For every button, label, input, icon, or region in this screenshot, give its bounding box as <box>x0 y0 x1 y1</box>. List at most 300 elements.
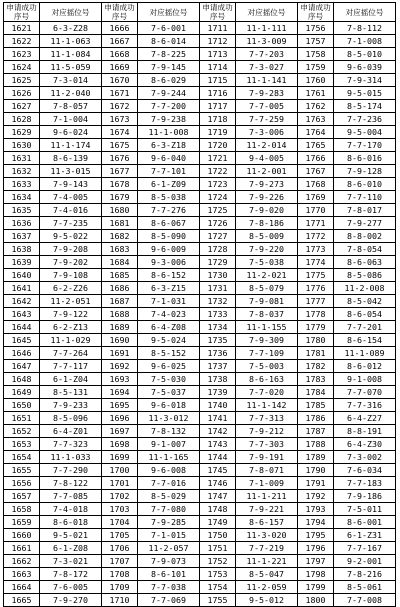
code-cell: 8-6-016 <box>334 152 396 165</box>
table-row <box>4 464 396 477</box>
seq-cell: 1729 <box>200 256 236 269</box>
seq-cell: 1719 <box>200 126 236 139</box>
seq-cell: 1700 <box>102 464 138 477</box>
seq-cell: 1671 <box>102 87 138 100</box>
table-row <box>4 61 396 74</box>
code-cell: 8-6-012 <box>334 360 396 373</box>
seq-cell: 1790 <box>298 464 334 477</box>
table-row <box>4 230 396 243</box>
code-cell: 7-9-244 <box>138 87 200 100</box>
code-cell: 7-3-014 <box>40 74 102 87</box>
code-cell: 8-5-042 <box>334 295 396 308</box>
seq-cell: 1699 <box>102 451 138 464</box>
code-cell: 7-8-122 <box>40 477 102 490</box>
code-cell: 11-1-089 <box>334 347 396 360</box>
code-cell: 7-9-226 <box>236 191 298 204</box>
table-row <box>4 269 396 282</box>
code-cell: 7-8-186 <box>236 217 298 230</box>
seq-cell: 1660 <box>4 529 40 542</box>
seq-cell: 1731 <box>200 282 236 295</box>
seq-cell: 1696 <box>102 412 138 425</box>
code-cell: 8-5-152 <box>138 347 200 360</box>
seq-cell: 1712 <box>200 35 236 48</box>
seq-cell: 1698 <box>102 438 138 451</box>
code-cell: 7-7-070 <box>334 386 396 399</box>
code-cell: 7-4-016 <box>40 204 102 217</box>
seq-cell: 1789 <box>298 451 334 464</box>
code-cell: 7-7-038 <box>138 581 200 594</box>
seq-cell: 1786 <box>298 412 334 425</box>
seq-cell: 1728 <box>200 243 236 256</box>
code-cell: 7-7-117 <box>40 360 102 373</box>
seq-cell: 1636 <box>4 217 40 230</box>
code-cell: 7-3-006 <box>236 126 298 139</box>
code-cell: 7-1-015 <box>138 529 200 542</box>
seq-cell: 1787 <box>298 425 334 438</box>
seq-cell: 1673 <box>102 113 138 126</box>
table-row <box>4 204 396 217</box>
code-cell: 6-1-Z08 <box>40 542 102 555</box>
code-cell: 11-5-059 <box>40 61 102 74</box>
seq-cell: 1701 <box>102 477 138 490</box>
seq-cell: 1669 <box>102 61 138 74</box>
seq-cell: 1775 <box>298 269 334 282</box>
seq-cell: 1633 <box>4 178 40 191</box>
code-cell: 7-9-220 <box>236 243 298 256</box>
header-seq: 申请成功序号 <box>200 3 236 22</box>
code-cell: 9-5-004 <box>334 126 396 139</box>
code-cell: 7-7-170 <box>334 139 396 152</box>
seq-cell: 1713 <box>200 48 236 61</box>
code-cell: 7-7-219 <box>236 542 298 555</box>
code-cell: 7-3-002 <box>334 451 396 464</box>
code-cell: 8-6-152 <box>138 269 200 282</box>
seq-cell: 1716 <box>200 87 236 100</box>
seq-cell: 1642 <box>4 295 40 308</box>
seq-cell: 1722 <box>200 165 236 178</box>
code-cell: 7-7-264 <box>40 347 102 360</box>
seq-cell: 1702 <box>102 490 138 503</box>
header-seq: 申请成功序号 <box>102 3 138 22</box>
code-cell: 11-1-142 <box>236 399 298 412</box>
seq-cell: 1667 <box>102 35 138 48</box>
code-cell: 7-9-081 <box>236 295 298 308</box>
table-row <box>4 568 396 581</box>
seq-cell: 1778 <box>298 308 334 321</box>
code-cell: 11-3-012 <box>138 412 200 425</box>
seq-cell: 1721 <box>200 152 236 165</box>
code-cell: 7-9-283 <box>236 87 298 100</box>
code-cell: 7-7-080 <box>138 503 200 516</box>
code-cell: 7-5-030 <box>138 373 200 386</box>
seq-cell: 1650 <box>4 399 40 412</box>
seq-cell: 1674 <box>102 126 138 139</box>
seq-cell: 1638 <box>4 243 40 256</box>
code-cell: 8-6-063 <box>334 256 396 269</box>
seq-cell: 1796 <box>298 542 334 555</box>
seq-cell: 1683 <box>102 243 138 256</box>
seq-cell: 1773 <box>298 243 334 256</box>
code-cell: 8-6-001 <box>334 516 396 529</box>
table-row <box>4 308 396 321</box>
seq-cell: 1777 <box>298 295 334 308</box>
seq-cell: 1744 <box>200 451 236 464</box>
table-row <box>4 516 396 529</box>
seq-cell: 1725 <box>200 204 236 217</box>
header-code: 对应摇位号 <box>236 3 298 22</box>
code-cell: 8-6-101 <box>138 568 200 581</box>
seq-cell: 1628 <box>4 113 40 126</box>
code-cell: 11-3-015 <box>40 165 102 178</box>
seq-cell: 1776 <box>298 282 334 295</box>
seq-cell: 1734 <box>200 321 236 334</box>
code-cell: 8-5-047 <box>236 568 298 581</box>
seq-cell: 1785 <box>298 399 334 412</box>
seq-cell: 1732 <box>200 295 236 308</box>
table-row <box>4 581 396 594</box>
seq-cell: 1781 <box>298 347 334 360</box>
seq-cell: 1708 <box>102 568 138 581</box>
code-cell: 6-4-Z01 <box>40 425 102 438</box>
table-row <box>4 438 396 451</box>
table-row <box>4 373 396 386</box>
code-cell: 7-7-313 <box>236 412 298 425</box>
code-cell: 7-8-172 <box>40 568 102 581</box>
seq-cell: 1765 <box>298 139 334 152</box>
seq-cell: 1772 <box>298 230 334 243</box>
seq-cell: 1626 <box>4 87 40 100</box>
seq-cell: 1766 <box>298 152 334 165</box>
seq-cell: 1668 <box>102 48 138 61</box>
code-cell: 7-9-314 <box>334 74 396 87</box>
code-cell: 8-5-096 <box>40 412 102 425</box>
seq-cell: 1715 <box>200 74 236 87</box>
code-cell: 9-6-018 <box>138 399 200 412</box>
table-row <box>4 100 396 113</box>
table-row <box>4 503 396 516</box>
seq-cell: 1624 <box>4 61 40 74</box>
seq-cell: 1661 <box>4 542 40 555</box>
seq-cell: 1733 <box>200 308 236 321</box>
code-cell: 9-1-007 <box>138 438 200 451</box>
seq-cell: 1690 <box>102 334 138 347</box>
code-cell: 7-7-005 <box>236 100 298 113</box>
seq-cell: 1703 <box>102 503 138 516</box>
code-cell: 7-7-236 <box>334 113 396 126</box>
code-cell: 8-5-086 <box>334 269 396 282</box>
seq-cell: 1740 <box>200 399 236 412</box>
code-cell: 6-2-Z26 <box>40 282 102 295</box>
code-cell: 11-1-029 <box>40 334 102 347</box>
code-cell: 9-6-040 <box>138 152 200 165</box>
code-cell: 9-6-039 <box>334 61 396 74</box>
seq-cell: 1678 <box>102 178 138 191</box>
seq-cell: 1677 <box>102 165 138 178</box>
code-cell: 11-3-009 <box>236 35 298 48</box>
code-cell: 8-6-010 <box>334 178 396 191</box>
table-row <box>4 256 396 269</box>
seq-cell: 1653 <box>4 438 40 451</box>
table-row <box>4 334 396 347</box>
seq-cell: 1666 <box>102 22 138 35</box>
code-cell: 7-8-112 <box>334 22 396 35</box>
table-row <box>4 295 396 308</box>
code-cell: 9-5-021 <box>40 529 102 542</box>
code-cell: 7-7-183 <box>334 477 396 490</box>
code-cell: 7-5-037 <box>138 386 200 399</box>
seq-cell: 1800 <box>298 594 334 607</box>
code-cell: 7-9-270 <box>40 594 102 607</box>
seq-cell: 1743 <box>200 438 236 451</box>
code-cell: 7-8-054 <box>334 243 396 256</box>
code-cell: 7-9-309 <box>236 334 298 347</box>
code-cell: 7-9-277 <box>334 217 396 230</box>
seq-cell: 1672 <box>102 100 138 113</box>
code-cell: 7-1-031 <box>138 295 200 308</box>
seq-cell: 1707 <box>102 555 138 568</box>
seq-cell: 1735 <box>200 334 236 347</box>
table-row <box>4 412 396 425</box>
code-cell: 9-3-006 <box>138 256 200 269</box>
code-cell: 7-7-020 <box>236 386 298 399</box>
code-cell: 11-2-001 <box>236 165 298 178</box>
code-cell: 8-6-054 <box>334 308 396 321</box>
code-cell: 6-3-Z15 <box>138 282 200 295</box>
table-row <box>4 22 396 35</box>
seq-cell: 1764 <box>298 126 334 139</box>
table-row <box>4 490 396 503</box>
seq-cell: 1717 <box>200 100 236 113</box>
seq-cell: 1714 <box>200 61 236 74</box>
code-cell: 7-5-011 <box>334 503 396 516</box>
code-cell: 7-8-057 <box>40 100 102 113</box>
code-cell: 7-9-191 <box>236 451 298 464</box>
code-cell: 8-8-191 <box>334 425 396 438</box>
seq-cell: 1652 <box>4 425 40 438</box>
seq-cell: 1670 <box>102 74 138 87</box>
code-cell: 11-3-020 <box>236 529 298 542</box>
code-cell: 7-9-273 <box>236 178 298 191</box>
seq-cell: 1694 <box>102 386 138 399</box>
code-cell: 11-1-221 <box>236 555 298 568</box>
seq-cell: 1726 <box>200 217 236 230</box>
table-row <box>4 243 396 256</box>
seq-cell: 1780 <box>298 334 334 347</box>
code-cell: 11-1-033 <box>40 451 102 464</box>
table-row <box>4 48 396 61</box>
code-cell: 11-1-141 <box>236 74 298 87</box>
seq-cell: 1779 <box>298 321 334 334</box>
table-row <box>4 282 396 295</box>
code-cell: 11-1-008 <box>138 126 200 139</box>
table-row <box>4 542 396 555</box>
seq-cell: 1684 <box>102 256 138 269</box>
seq-cell: 1654 <box>4 451 40 464</box>
seq-cell: 1749 <box>200 516 236 529</box>
seq-cell: 1646 <box>4 347 40 360</box>
code-cell: 8-6-014 <box>138 35 200 48</box>
code-cell: 9-5-012 <box>236 594 298 607</box>
seq-cell: 1727 <box>200 230 236 243</box>
code-cell: 8-6-163 <box>236 373 298 386</box>
seq-cell: 1797 <box>298 555 334 568</box>
code-cell: 7-7-200 <box>138 100 200 113</box>
seq-cell: 1794 <box>298 516 334 529</box>
code-cell: 8-5-061 <box>334 581 396 594</box>
code-cell: 7-7-235 <box>40 217 102 230</box>
seq-cell: 1709 <box>102 581 138 594</box>
seq-cell: 1662 <box>4 555 40 568</box>
seq-cell: 1706 <box>102 542 138 555</box>
code-cell: 8-5-174 <box>334 100 396 113</box>
code-cell: 7-4-005 <box>40 191 102 204</box>
code-cell: 11-1-084 <box>40 48 102 61</box>
header-seq: 申请成功序号 <box>298 3 334 22</box>
code-cell: 7-4-023 <box>138 308 200 321</box>
code-cell: 7-8-071 <box>236 464 298 477</box>
code-cell: 7-1-009 <box>236 477 298 490</box>
seq-cell: 1742 <box>200 425 236 438</box>
code-cell: 7-9-145 <box>138 61 200 74</box>
seq-cell: 1738 <box>200 373 236 386</box>
code-cell: 8-6-157 <box>236 516 298 529</box>
seq-cell: 1693 <box>102 373 138 386</box>
seq-cell: 1681 <box>102 217 138 230</box>
code-cell: 7-7-323 <box>40 438 102 451</box>
seq-cell: 1737 <box>200 360 236 373</box>
seq-cell: 1768 <box>298 178 334 191</box>
seq-cell: 1758 <box>298 48 334 61</box>
seq-cell: 1686 <box>102 282 138 295</box>
seq-cell: 1643 <box>4 308 40 321</box>
table-row <box>4 113 396 126</box>
seq-cell: 1658 <box>4 503 40 516</box>
code-cell: 7-8-132 <box>138 425 200 438</box>
code-cell: 7-7-101 <box>138 165 200 178</box>
seq-cell: 1718 <box>200 113 236 126</box>
code-cell: 7-3-021 <box>40 555 102 568</box>
table-row <box>4 152 396 165</box>
seq-cell: 1639 <box>4 256 40 269</box>
table-row <box>4 386 396 399</box>
code-cell: 8-5-131 <box>40 386 102 399</box>
seq-cell: 1736 <box>200 347 236 360</box>
header-row <box>4 3 396 22</box>
code-cell: 7-7-203 <box>236 48 298 61</box>
table-row <box>4 191 396 204</box>
table-row <box>4 399 396 412</box>
code-cell: 7-9-020 <box>236 204 298 217</box>
seq-cell: 1664 <box>4 581 40 594</box>
code-cell: 9-1-008 <box>334 373 396 386</box>
seq-cell: 1645 <box>4 334 40 347</box>
code-cell: 11-1-165 <box>138 451 200 464</box>
table-row <box>4 139 396 152</box>
code-cell: 6-2-Z13 <box>40 321 102 334</box>
seq-cell: 1689 <box>102 321 138 334</box>
seq-cell: 1675 <box>102 139 138 152</box>
table-row <box>4 451 396 464</box>
code-cell: 7-8-225 <box>138 48 200 61</box>
seq-cell: 1798 <box>298 568 334 581</box>
seq-cell: 1755 <box>200 594 236 607</box>
code-cell: 11-1-063 <box>40 35 102 48</box>
seq-cell: 1629 <box>4 126 40 139</box>
seq-cell: 1750 <box>200 529 236 542</box>
seq-cell: 1625 <box>4 74 40 87</box>
code-cell: 7-6-034 <box>334 464 396 477</box>
table-row <box>4 425 396 438</box>
code-cell: 7-9-122 <box>40 308 102 321</box>
code-cell: 8-5-010 <box>334 48 396 61</box>
table-row <box>4 477 396 490</box>
code-cell: 7-7-110 <box>334 191 396 204</box>
seq-cell: 1647 <box>4 360 40 373</box>
code-cell: 7-7-303 <box>236 438 298 451</box>
seq-cell: 1705 <box>102 529 138 542</box>
seq-cell: 1746 <box>200 477 236 490</box>
seq-cell: 1730 <box>200 269 236 282</box>
code-cell: 7-9-128 <box>334 165 396 178</box>
code-cell: 7-5-038 <box>236 256 298 269</box>
code-cell: 11-1-111 <box>236 22 298 35</box>
code-cell: 6-4-Z08 <box>138 321 200 334</box>
code-cell: 6-3-Z28 <box>40 22 102 35</box>
code-cell: 7-7-276 <box>138 204 200 217</box>
code-cell: 7-7-008 <box>334 594 396 607</box>
code-cell: 11-1-155 <box>236 321 298 334</box>
seq-cell: 1791 <box>298 477 334 490</box>
seq-cell: 1655 <box>4 464 40 477</box>
seq-cell: 1685 <box>102 269 138 282</box>
seq-cell: 1795 <box>298 529 334 542</box>
header-seq: 申请成功序号 <box>4 3 40 22</box>
code-cell: 7-9-212 <box>236 425 298 438</box>
seq-cell: 1637 <box>4 230 40 243</box>
code-cell: 7-9-073 <box>138 555 200 568</box>
seq-cell: 1724 <box>200 191 236 204</box>
header-code: 对应摇位号 <box>334 3 396 22</box>
code-cell: 6-4-Z30 <box>334 438 396 451</box>
table-row <box>4 360 396 373</box>
seq-cell: 1723 <box>200 178 236 191</box>
seq-cell: 1759 <box>298 61 334 74</box>
seq-cell: 1644 <box>4 321 40 334</box>
seq-cell: 1659 <box>4 516 40 529</box>
code-cell: 7-7-016 <box>138 477 200 490</box>
seq-cell: 1635 <box>4 204 40 217</box>
code-cell: 7-7-109 <box>236 347 298 360</box>
seq-cell: 1784 <box>298 386 334 399</box>
seq-cell: 1651 <box>4 412 40 425</box>
seq-cell: 1783 <box>298 373 334 386</box>
table-row <box>4 126 396 139</box>
table-row <box>4 87 396 100</box>
seq-cell: 1641 <box>4 282 40 295</box>
code-cell: 8-5-029 <box>138 490 200 503</box>
code-cell: 7-9-108 <box>40 269 102 282</box>
code-cell: 9-6-009 <box>138 243 200 256</box>
seq-cell: 1630 <box>4 139 40 152</box>
code-cell: 6-4-Z27 <box>334 412 396 425</box>
code-cell: 9-6-024 <box>40 126 102 139</box>
seq-cell: 1622 <box>4 35 40 48</box>
code-cell: 7-4-018 <box>40 503 102 516</box>
seq-cell: 1657 <box>4 490 40 503</box>
seq-cell: 1799 <box>298 581 334 594</box>
seq-cell: 1770 <box>298 204 334 217</box>
table-row <box>4 165 396 178</box>
